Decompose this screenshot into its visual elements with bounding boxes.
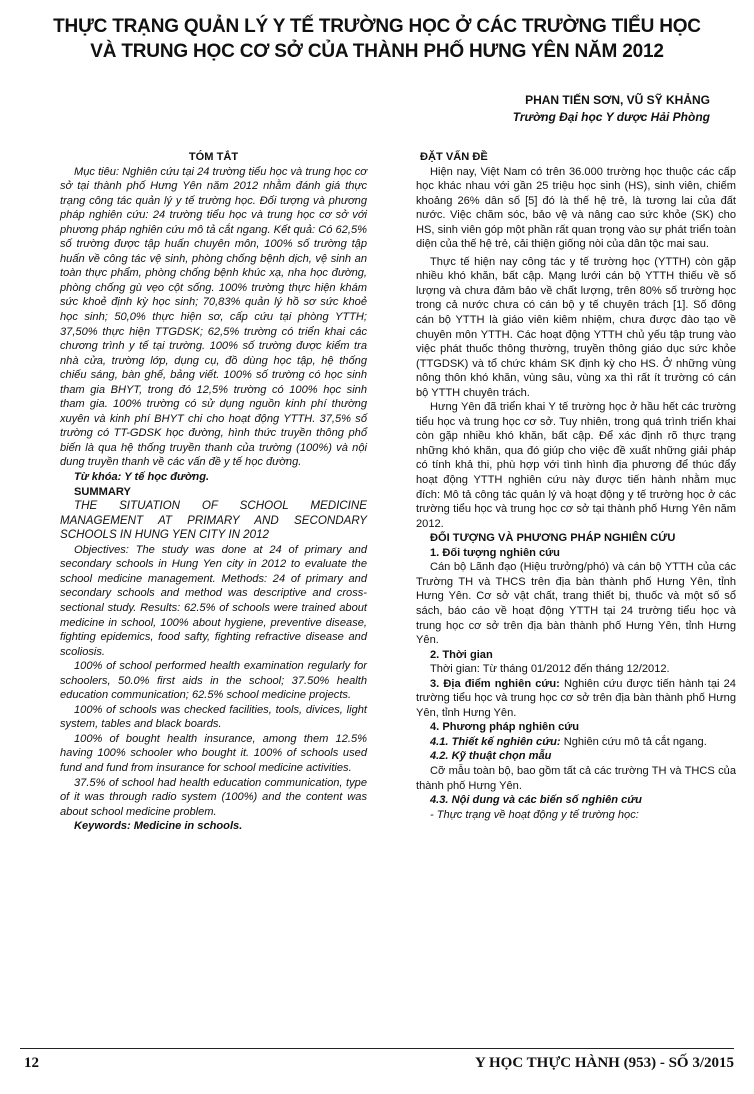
section-3-body: Nghiên cứu được tiến hành tại 24 trường tiểu học và trung học cơ sở trên địa bàn thành phố Hưng Yên, tỉnh Hưng Yên. [416, 677, 736, 719]
section-3-label: 3. Địa điểm nghiên cứu: [430, 677, 560, 690]
keywords-vi: Từ khóa: Y tế học đường. [74, 471, 210, 484]
page-footer [20, 1048, 734, 1069]
section-4-1-body: Nghiên cứu mô tả cắt ngang. [563, 735, 707, 748]
section-2-body: Thời gian: Từ tháng 01/2012 đến tháng 12/2012. [430, 663, 670, 676]
abstract-body: Mục tiêu: Nghiên cứu tại 24 trường tiểu học và trung học cơ sở tại thành phố Hưng Yên năm 2012 nhằm đánh giá thực trạng công tác quản lý y tế trường học. Đối tượng và phương pháp nghiên cứu: 24 trường tiểu học và trung học cơ sở với phương pháp nghiên cứu mô tả cắt ngang. Kết quả: Có 62,5% số trường được tập huấn chuyên môn, 100% số trường tập huấn về công tác vệ sinh, phòng chống bệnh dịch, vệ sinh an toàn thực phẩm, phòng chống bệnh khúc xạ, nha học đường, phòng chống gù vẹo cột sống. 100% trường thực hiện khám sức khoẻ định kỳ học sinh; 70,83% quản lý hồ sơ sức khoẻ học sinh; 50,0% thực hiện sơ, cấp cứu tại phòng YTTH; 37,50% thực hiện TTGDSK; 62,5% trường có triển khai các chương trình y tế tại trường. 100% số trường được kiểm tra nhà cửa, trường lớp, dụng cụ, đồ dùng học tập, hệ thống chiếu sáng, bàn ghế, bảng viết. 100% số trường có học sinh tham gia BHYT, trong đó 12,5% trường có 100% học sinh tham gia. 100% trường có sử dụng nguồn kinh phí thường xuyên và kinh phí BHYT chi cho hoạt động YTTH. 37,5% số trường có TT-GDSK học đường, hình thức truyền thông phổ biến là qua hệ thống truyền thanh của trường (100%) và nội dung truyền thanh về các vấn đề y tế học đường. [60, 165, 367, 469]
affiliation: Trường Đại học Y dược Hải Phòng [512, 110, 710, 124]
section-4-heading: 4. Phương pháp nghiên cứu [430, 721, 580, 734]
page-number: 12 [24, 1055, 39, 1071]
section-2-heading: 2. Thời gian [430, 648, 493, 661]
section-4-3-heading: 4.3. Nội dung và các biến số nghiên cứu [430, 794, 642, 807]
section-1-body: Cán bộ Lãnh đạo (Hiệu trưởng/phó) và cán bộ YTTH của các Trường TH và THCS trên địa bàn thành phố Hưng Yên, tỉnh Hưng Yên. Cơ sở vật chất, trang thiết bị, thuốc và một số sổ sách, báo cáo về hoạt động YTTH tại 24 trường tiểu học và trung học cơ sở trên địa bàn thành phố Hưng Yên, tỉnh Hưng Yên. [416, 561, 736, 647]
methods-heading: ĐỐI TƯỢNG VÀ PHƯƠNG PHÁP NGHIÊN CỨU [430, 532, 676, 545]
title-line-2: VÀ TRUNG HỌC CƠ SỞ CỦA THÀNH PHỐ HƯNG YÊN NĂM 2012 [90, 41, 664, 62]
introduction-heading: ĐẶT VẤN ĐỀ [420, 151, 488, 163]
introduction-paragraph-2: Thực tế hiện nay công tác y tế trường học (YTTH) còn gặp nhiều khó khăn, bất cập. Mạng lưới cán bộ YTTH thiếu về số lượng và chưa đảm bảo về chất lượng, trên 80% số trường học trong cả nước chưa có cán bộ y tế chuyên trách [1]. Số đông cán bộ YTTH là giáo viên kiêm nhiệm, chưa được đào tạo về chuyên môn YTTH. Các hoạt động YTTH chủ yếu tập trung vào việc phát thuốc thông thường, truyền thông giáo dục sức khỏe (TTGDSK) và tổ chức khám SK định kỳ cho HS. Ở những vùng nông thôn khó khăn, vùng sâu, vùng xa thì rất ít trường có cán bộ YTTH chuyên trách. [416, 255, 736, 399]
author-block [513, 92, 710, 126]
summary-paragraph-4: 100% of bought health insurance, among them 12.5% having 100% schooler who bought it. 100% of schools used fund and fund from insurance for school medicine activities. [60, 732, 367, 774]
right-column [416, 150, 736, 822]
summary-paragraph-1: Objectives: The study was done at 24 of primary and secondary schools in Hung Yen city in 2012 to evaluate the school medicine management. Methods: 24 of primary and secondary schools and method was descriptive and cross-sectional study. Results: 62.5% of schools were trained about medicine in school, 100% about hygiene, preventive disease, fighting epidemics, food safty, fighting refractive disease and scoliosis. [60, 543, 367, 658]
section-3 [416, 677, 736, 721]
summary-paragraph-5: 37.5% of school had health education communication, type of it was through radio system (100%) and the content was about school medicine problem. [60, 776, 367, 818]
section-4-1-label: 4.1. Thiết kế nghiên cứu: [430, 735, 561, 748]
summary-paragraph-2: 100% of school performed health examination regularly for schoolers, 50.0% first aids in the school; 37.50% health education communication; 62.5% school medicine projects. [60, 660, 367, 702]
summary-title: THE SITUATION OF SCHOOL MEDICINE MANAGEMENT AT PRIMARY AND SECONDARY SCHOOLS IN HUNG YEN CITY IN 2012 [60, 499, 367, 542]
left-column [60, 150, 367, 834]
section-4-2-heading: 4.2. Kỹ thuật chọn mẫu [430, 750, 552, 763]
article-title [40, 14, 714, 64]
summary-heading: SUMMARY [74, 485, 131, 498]
summary-paragraph-3: 100% of schools was checked facilities, tools, divices, light system, tables and black boards. [60, 703, 367, 731]
authors: PHAN TIẾN SƠN, VŨ SỸ KHẢNG [525, 93, 710, 107]
journal-name: Y HỌC THỰC HÀNH (953) - SỐ 3/2015 [474, 1055, 734, 1071]
keywords-en: Keywords: Medicine in schools. [74, 820, 243, 833]
introduction-paragraph-3: Hưng Yên đã triển khai Y tế trường học ở hầu hết các trường tiểu học và trung học cơ sở. Tuy nhiên, trong quá trình triển khai còn gặp nhiều khó khăn, bất cập. Để xác định rõ thực trạng những khó khăn, qua đó giúp cho việc đề xuất những giải pháp có tính khả thi, phù hợp với tình hình địa phương để thúc đẩy hoạt động YTTH nghiên cứu này được tiến hành nhằm mục đích: Mô tả công tác quản lý và hoạt động y tế trường học ở các trường tiểu học và trung học cơ sở tại thành phố Hưng Yên năm 2012. [416, 401, 736, 530]
title-line-1: THỰC TRẠNG QUẢN LÝ Y TẾ TRƯỜNG HỌC Ở CÁC TRƯỜNG TIỂU HỌC [53, 16, 701, 37]
introduction-paragraph-1: Hiện nay, Việt Nam có trên 36.000 trường học thuộc các cấp học khác nhau với gần 25 triệu học sinh (HS), sinh viên, chiếm khoảng 26% dân số [5] đó là thế hệ trẻ, là tương lai của đất nước. Việc chăm sóc, bảo vệ và nâng cao sức khỏe (SK) cho HS, sinh viên góp một phần rất quan trọng vào sự phát triển toàn diện của thế hệ trẻ, cải thiện giống nòi của dân tộc mai sau. [416, 165, 736, 251]
section-4-1 [416, 735, 736, 750]
section-4-3-body: - Thực trạng về hoạt động y tế trường học: [430, 808, 639, 821]
section-4-2-body: Cỡ mẫu toàn bộ, bao gồm tất cả các trường TH và THCS của thành phố Hưng Yên. [416, 764, 736, 792]
section-1-heading: 1. Đối tượng nghiên cứu [430, 546, 560, 559]
abstract-heading: TÓM TẮT [188, 151, 239, 163]
